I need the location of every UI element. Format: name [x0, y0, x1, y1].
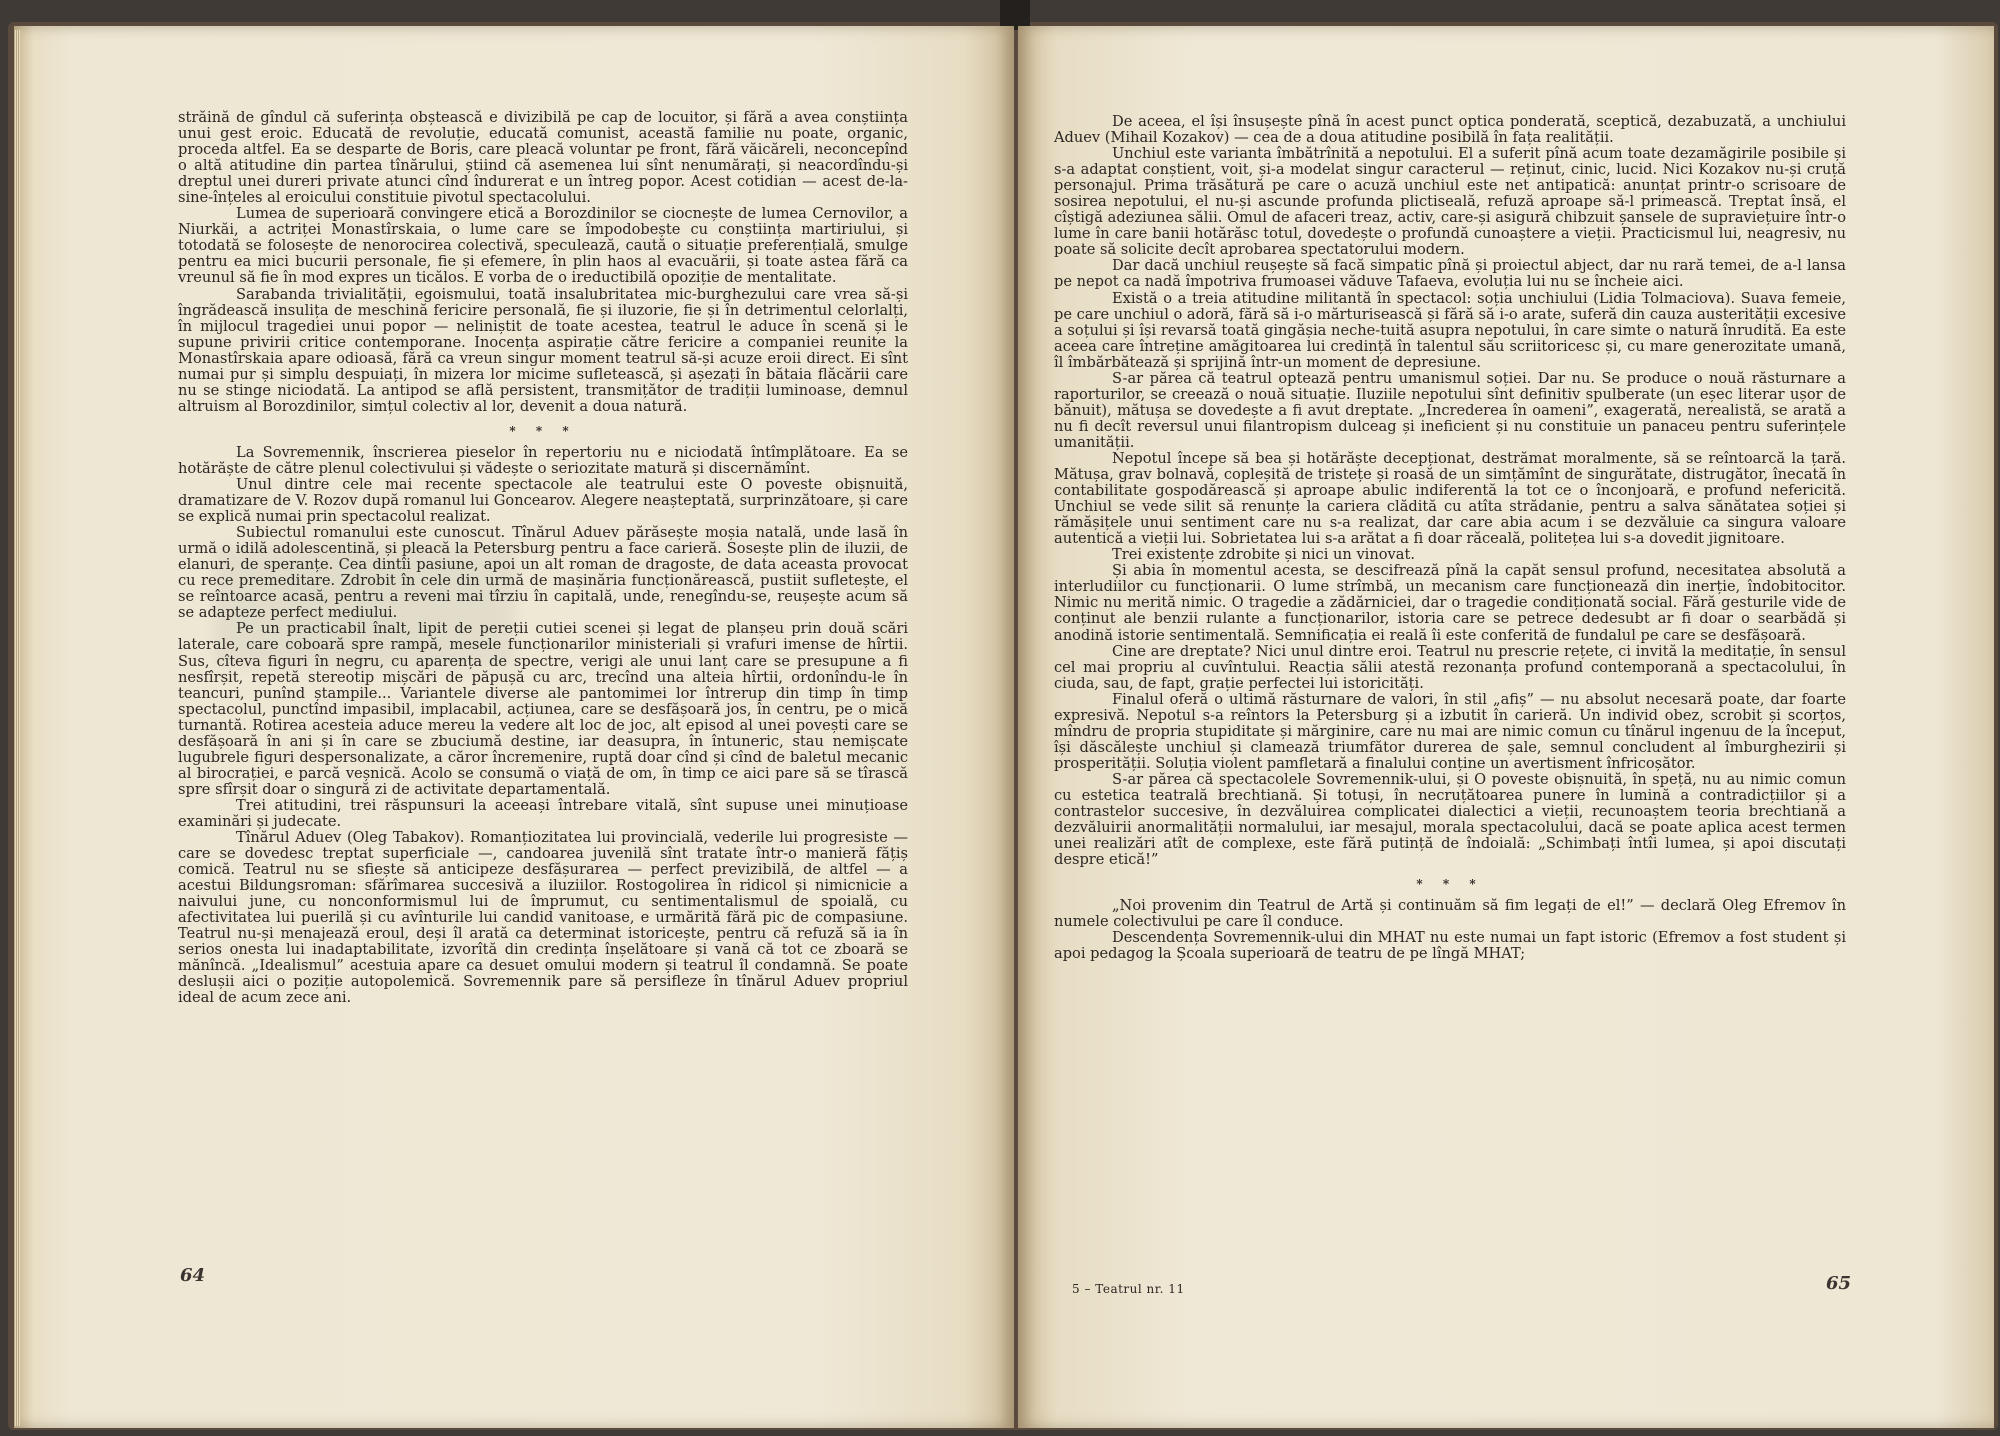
left-page-paragraph: Pe un practicabil înalt, lipit de pereții cutiei scenei și legat de planșeu prin două scări laterale, care coboară spre rampă, mesele funcționarilor ministeriali și vrafuri imense de hîrtii. Sus, cîteva figuri în negru, cu aparența de spectre, verigi ale unui lanț care se presupune a fi nesfîrșit, repetă stereotip mișcări de păpușă cu arc, trecînd una alteia hîrtii, ordonîndu-le în teancuri, punînd ștampile... Variantele diverse ale pantomimei lor întrerup din timp în timp spectacolul, punctînd impasibil, implacabil, acțiunea, care se desfășoară jos, în centru, pe o mică turnantă. Rotirea acesteia aduce mereu la vedere alt loc de joc, alt episod al unei povești care se desfășoară în ani și în care se zbuciumă destine, iar deasupra, în întuneric, stau nemișcate lugubrele figuri despersonalizate, a căror încremenire, ruptă doar cînd și cînd de baletul mecanic al birocrației, e parcă veșnică. Acolo se consumă o viață de om, în timp ce aici pare să se tîrască spre sfîrșit doar o singură zi de activitate departamentală. [178, 620, 908, 798]
right-page-paragraph: „Noi provenim din Teatrul de Artă și continuăm să fim legați de el!” — declară Oleg Efremov în numele colectivului pe care îl conduce. [1054, 897, 1846, 931]
left-page-paragraph: Subiectul romanului este cunoscut. Tînărul Aduev părăsește moșia natală, unde lasă în urmă o idilă adolescentină, și pleacă la Petersburg pentru a face carieră. Sosește plin de iluzii, de elanuri, de speranțe. Cea dintîi pasiune, apoi un alt roman de dragoste, de data aceasta provocat cu rece premeditare. Zdrobit în cele din urmă de mașinăria funcționărească, pustiit sufletește, el se reîntoarce acasă, pentru a reveni mai tîrziu în capitală, unde, renegîndu-se, reușește acum să se adapteze perfect mediului. [178, 524, 908, 622]
right-page-paragraph: Finalul oferă o ultimă răsturnare de valori, în stil „afiș” — nu absolut necesară poate, dar foarte expresivă. Nepotul s-a reîntors la Petersburg și a izbutit în carieră. Un individ obez, scrobit și scorțos, mîndru de propria stupiditate și mărginire, care nu mai are nimic comun cu tînărul ingenuu de la început, își dăscălește unchiul și clamează triumfător durerea de șale, semnul concludent al îmburghezirii și prosperității. Soluția violent pamfletară a finalului conține un avertisment înfricoșător. [1054, 690, 1846, 772]
right-page-section-separator: * * * [1416, 877, 1484, 892]
right-page-paragraph: Există o a treia atitudine militantă în spectacol: soția unchiului (Lidia Tolmaciova). Suava femeie, pe care unchiul o adoră, fără să i-o mărturisească și fără să i-o arate, suferă din cauza austerității excesive a soțului și își revarsă toată gingășia neche-tuită asupra nepotului, în care simte o natură înrudită. Ea este aceea care întreține amăgitoarea lui credință în talentul său scriitoricesc și, cu mare generozitate umană, îl îmbărbătează și sprijină într-un moment de depresiune. [1054, 289, 1846, 371]
left-page-paragraph: Unul dintre cele mai recente spectacole ale teatrului este O poveste obișnuită, dramatizare de V. Rozov după romanul lui Goncearov. Alegere neașteptată, surprinzătoare, și care se explică numai prin spectacolul realizat. [178, 475, 908, 526]
left-page-paragraph: Trei atitudini, trei răspunsuri la aceeași întrebare vitală, sînt supuse unei minuțioase examinări și judecate. [178, 796, 908, 830]
right-page-paragraph: De aceea, el își însușește pînă în acest punct optica ponderată, sceptică, dezabuzată, a unchiului Aduev (Mihail Kozakov) — cea de a doua atitudine posibilă în fața realității. [1054, 113, 1846, 147]
left-page-paragraph: străină de gîndul că suferința obștească e divizibilă pe cap de locuitor, și fără a avea conștiința unui gest eroic. Educată de revoluție, educată comunist, această familie nu poate, organic, proceda altfel. Ea se desparte de Boris, care pleacă voluntar pe front, fără văicăreli, neconcepînd o altă atitudine din partea tînărului, știind că asemenea lui sînt nenumărați, și neacordîndu-și dreptul unei dureri private atunci cînd îndurerat e un întreg popor. Acest cotidian — acest de-la-sine-înțeles al eroicului constituie pivotul spectacolului. [178, 109, 908, 207]
right-page-paragraph: Descendența Sovremennik-ului din MHAT nu este numai un fapt istoric (Efremov a fost student și apoi pedagog la Școala superioară de teatru de pe lîngă MHAT; [1054, 929, 1846, 963]
right-page-paragraph: S-ar părea că spectacolele Sovremennik-ului, și O poveste obișnuită, în speță, nu au nimic comun cu estetica teatrală brechtiană. Și totuși, în necruțătoarea punere în lumină a contradicțiilor și a contrastelor succesive, în dezvăluirea complicatei dialectici a vieții, recunoaștem teoria brechtiană a dezvăluirii anormalității normalului, iar mesajul, morala spectacolului, dacă se poate aplica acest termen unei realizări atît de complexe, este fără putință de îndoială: „Schimbați întîi lumea, și apoi discutați despre etică!” [1054, 770, 1846, 869]
page-footer-signature: 5 – Teatrul nr. 11 [1072, 1282, 1185, 1296]
right-page-paragraph: Trei existențe zdrobite și nici un vinovat. [1112, 546, 1415, 564]
left-page-paragraph: La Sovremennik, înscrierea pieselor în repertoriu nu e niciodată întîmplătoare. Ea se hotărăște de către plenul colectivului și vădește o seriozitate matură și discernămînt. [178, 443, 908, 477]
right-page-number: 65 [1826, 1273, 1852, 1294]
left-page-paragraph: Sarabanda trivialității, egoismului, toată insalubritatea mic-burghezului care vrea să-și îngrădească insulița de meschină fericire personală, fie și iluzorie, fie și în detrimentul celorlalți, în mijlocul tragediei unui popor — neliniștit de toate acestea, teatrul le aduce în scenă și le supune privirii critice contemporane. Inocența aspirație către fericire a companiei reunite la Monastîrskaia apare odioasă, fără ca vreun singur moment teatrul să-și acuze eroii direct. Ei sînt numai pur și simplu despuiați, în mizera lor micime sufletească, și așezați în bătaia flăcării care nu se stinge niciodată. La antipod se află persistent, transmițător de tradiții luminoase, demnul altruism al Borozdinilor, simțul colectiv al lor, devenit a doua natură. [178, 285, 908, 415]
left-page-paragraph: Tînărul Aduev (Oleg Tabakov). Romanțiozitatea lui provincială, vederile lui progresiste — care se dovedesc treptat superficiale —, candoarea juvenilă sînt tratate într-o manieră fățiș comică. Teatrul nu se sfiește să anticipeze desfășurarea — perfect previzibilă, de altfel — a acestui Bildungsroman: sfărîmarea succesivă a iluziilor. Rostogolirea în ridicol și nimicnicie a naivului june, cu nonconformismul lui de împrumut, cu sentimentalismul de spoială, cu afectivitatea lui puerilă și cu avînturile lui candid vanitoase, e urmărită fără pic de compasiune. Teatrul nu-și menajează eroul, deși îl arată ca determinat istoricește, pentru că refuză să ia în serios onesta lui inadaptabilitate, izvorîtă din credința înșelătoare și vană că tot ce zboară se mănîncă. „Idealismul” acestuia apare ca desuet omului modern și teatrul îl condamnă. Se poate deslușii aici o poziție autopolemică. Sovremennik pare să persifleze în tînărul Aduev propriul ideal de acum zece ani. [178, 829, 908, 1007]
right-page-paragraph: S-ar părea că teatrul optează pentru umanismul soției. Dar nu. Se produce o nouă răsturnare a raporturilor, se creează o nouă situație. Iluziile nepotului sînt definitiv spulberate (un eșec literar ușor de bănuit), mătușa se dovedește a fi avut dreptate. „Increderea în oameni”, exagerată, nerealistă, se arată a nu fi decît reversul unui filantropism dulceag și ineficient și nu constituie un panaceu pentru suferințele umanității. [1054, 369, 1846, 451]
page-leaves-edge [14, 30, 20, 1426]
right-page-paragraph: Dar dacă unchiul reușește să facă simpatic pînă și proiectul abject, dar nu rară temei, de a-l lansa pe nepot ca nadă împotriva frumoasei văduve Tafaeva, evoluția lui nu se încheie aici. [1054, 257, 1846, 291]
right-page-paragraph: Nepotul începe să bea și hotărăște decepționat, destrămat moralmente, să se reîntoarcă la țară. Mătușa, grav bolnavă, copleșită de tristețe și roasă de un simțămînt de singurătate, distrugător, înecată în contabilitate gospodărească și aproape abulic indiferentă la tot ce o înconjoară, e profund nefericită. Unchiul se vede silit să renunțe la cariera clădită cu atîta strădanie, pentru a salva sănătatea soției și rămășițele unui sentiment care nu s-a realizat, dar care abia acum i se dezvăluie ca singura valoare autentică a vieții lui. Sobrietatea lui s-a arătat a fi doar răceală, politețea lui s-a dovedit jignitoare. [1054, 449, 1846, 548]
left-page-paragraph: Lumea de superioară convingere etică a Borozdinilor se ciocnește de lumea Cernovilor, a Niurkăi, a actriței Monastîrskaia, o lume care se împodobește cu conștiința martiriului, și totodată se folosește de nenorocirea colectivă, speculează, caută o situație preferențială, smulge pentru ea mici bucurii personale, fie și efemere, în plin haos al evacuării, și toate astea fără ca vreunul să fie în mod expres un ticălos. E vorba de o ireductibilă opoziție de mentalitate. [178, 205, 908, 287]
right-page-paragraph: Și abia în momentul acesta, se descifrează pînă la capăt sensul profund, necesitatea absolută a interludiilor cu funcționarii. O lume strîmbă, un mecanism care funcționează din inerție, îndobitocitor. Nimic nu merită nimic. O tragedie a zădărniciei, dar o tragedie condiționată social. Fără gesturile vide de conținut ale benzii rulante a funcționarilor, istoria care se petrece dedesubt ar fi doar o searbădă și anodină istorie sentimentală. Semnificația ei reală îi este conferită de fundalul pe care se desfășoară. [1054, 562, 1846, 644]
left-page-number: 64 [180, 1265, 206, 1286]
left-page-text-column [178, 110, 908, 1007]
left-page-section-separator: * * * [509, 423, 577, 438]
right-page-text-column [1054, 114, 1846, 962]
right-page-paragraph: Cine are dreptate? Nici unul dintre eroi. Teatrul nu prescrie rețete, ci invită la meditație, în sensul cel mai propriu al cuvîntului. Reacția sălii atestă rezonanța profund contemporană a spectacolului, în ciuda, sau, de fapt, grație perfectei lui istoricități. [1054, 642, 1846, 692]
right-page-paragraph: Unchiul este varianta îmbătrînită a nepotului. El a suferit pînă acum toate dezamăgirile posibile și s-a adaptat conștient, voit, și-a modelat singur caracterul — reținut, cinic, lucid. Nici Kozakov nu-și cruță personajul. Prima trăsătură pe care o acuză unchiul este net antipatică: anunțat printr-o scrisoare de sosirea nepotului, el nu-și ascunde profunda plictiseală, refuză aproape să-l primească. Treptat însă, el cîștigă adeziunea sălii. Omul de afaceri treaz, activ, care-și asigură chibzuit șansele de supraviețuire într-o lume în care banii hotărăsc totul, dovedește o profundă cunoaștere a vieții. Practicismul lui, neagresiv, nu poate să solicite decît aprobarea spectatorului modern. [1054, 145, 1846, 259]
